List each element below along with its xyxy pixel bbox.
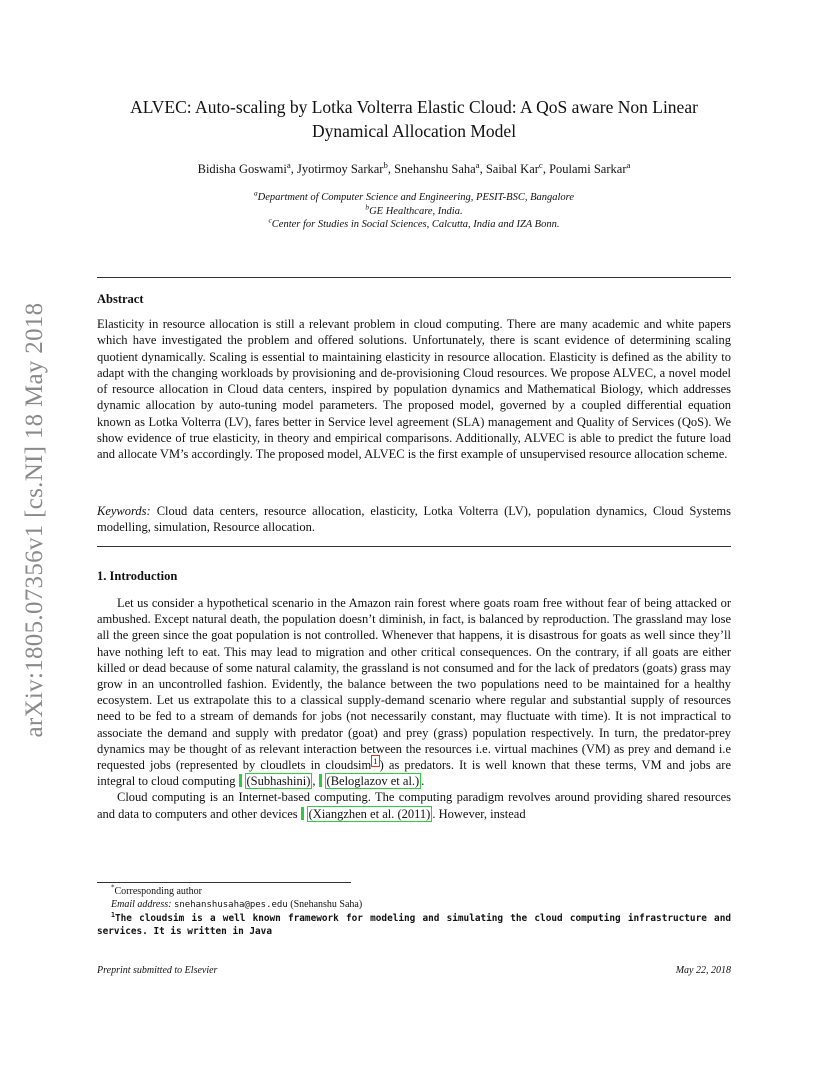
affiliation: $^c$Center for Studies in Social Sciences, Calcutta, India and IZA Bonn. [268, 215, 560, 230]
date-note: May 22, 2018 [675, 965, 731, 976]
footnotes [97, 885, 731, 938]
corresponding-author-note: *Corresponding author [111, 883, 202, 897]
author: Jyotirmoy Sarkar$^b$ [297, 159, 388, 176]
keywords-label: Keywords: [97, 504, 151, 518]
citation-marker [239, 774, 242, 787]
author: Poulami Sarkar$^a$ [549, 159, 631, 176]
author-list: Bidisha Goswami$^a$, Jyotirmoy Sarkar$^b$, Snehanshu Saha$^a$, Saibal Kar$^c$, Poulami Sarkar$^a$ [197, 159, 631, 176]
paragraph: Cloud computing is an Internet-based computing. The computing paradigm revolves around providing shared resources and data to computers and other devices (Xiangzhen et al. (2011) . However, instead [97, 790, 731, 821]
footnote-link[interactable]: 1 [373, 755, 378, 766]
email-note: Email address: snehanshusaha@pes.edu (Snehanshu Saha) [111, 899, 363, 910]
citation-link-beloglazov[interactable]: (Beloglazov et al.) [326, 774, 420, 789]
affiliations [97, 188, 731, 232]
arxiv-id[interactable]: arXiv:1805.07356v1 [cs.NI] 18 May 2018 [21, 302, 48, 738]
section-heading: 1. Introduction [97, 569, 178, 583]
introduction-body [97, 595, 731, 822]
author: Saibal Kar$^c$ [485, 159, 543, 176]
affiliation: $^a$Department of Computer Science and Engineering, PESIT-BSC, Bangalore [253, 188, 575, 203]
abstract-heading: Abstract [97, 292, 144, 306]
author: Bidisha Goswami$^a$ [197, 159, 291, 176]
keywords-text: Cloud data centers, resource allocation, elasticity, Lotka Volterra (LV), population dynamics, Cloud Systems modelling, simulation, Resource allocation. [97, 504, 731, 535]
affiliation: $^b$GE Healthcare, India. [365, 202, 463, 217]
preprint-note: Preprint submitted to Elsevier [97, 965, 218, 976]
paper-title: ALVEC: Auto-scaling by Lotka Volterra Elastic Cloud: A QoS aware Non Linear Dynamical Allocation Model [130, 97, 698, 141]
citation-marker [319, 774, 322, 787]
citation-link-xiangzhen[interactable]: (Xiangzhen et al. (2011) [308, 806, 431, 821]
footnote-rule [97, 882, 351, 883]
abstract-bottom-rule [97, 546, 731, 547]
abstract-top-rule [97, 277, 731, 278]
paragraph: Let us consider a hypothetical scenario in the Amazon rain forest where goats roam free without fear of being attacked or ambushed. Except natural death, the population doesn’t diminish, in fact, is balanced by reproduction. The grassland may lose all the green since the goat population is not controlled. Whenever that happens, it is disastrous for goats as well since they’ll have nothing left to eat. This may lead to migration and other critical consequences. On the contrary, if all goats are either killed or dead because of some natural calamity, the grassland is not consumed and for the lack of predators (goats) grass may grow in an uncontrolled fashion. Evidently, the balance between the two populations need to be maintained for a healthy ecosystem. Let us extrapolate this to a classical supply-demand scenario where regular and substantial supply of resources need to be fed to a stream of demands for jobs (not necessarily constant, may fluctuate with time). It is not impractical to associate the demand and supply with predator (goat) and prey (grass) population respectively. In turn, the predator-prey dynamics may be thought of as relevant interaction between the resources i.e. virtual machines (VM) as prey and demand i.e requested jobs (represented by cloudlets in cloudsim $^1$ ) as predators. It is well known that these terms, VM and jobs are integral to cloud computing (Subhashini) , (Beloglazov et al.) . [97, 596, 731, 789]
citation-link-subhashini[interactable]: (Subhashini) [246, 774, 311, 789]
email-link[interactable]: snehanshusaha@pes.edu [173, 900, 288, 910]
author: Snehanshu Saha$^a$ [394, 159, 480, 176]
keywords [97, 503, 731, 536]
abstract-text: Elasticity in resource allocation is still a relevant problem in cloud computing. There are many academic and white papers which have investigated the problem and offered solutions. Unfortunately, there is scant evidence of determining scaling quotient dynamically. Scaling is essential to maintaining elasticity in resource allocation. Elasticity is defined as the ability to adapt with the changing workloads by provisioning and de-provisioning Cloud resources. We propose ALVEC, a novel model of resource allocation in Cloud data centers, inspired by population dynamics and Mathematical Biology, which addresses dynamic allocation by auto-tuning model parameters. The proposed model, governed by a coupled differential equation known as Lotka Volterra (LV), fares better in Service level agreement (SLA) management and Quality of Services (QoS). We show evidence of true elasticity, in theory and empirical comparisons. Additionally, ALVEC is able to predict the future load and allocate VM’s accordingly. The proposed model, ALVEC is the first example of unsupervised resource allocation scheme. [97, 317, 731, 462]
arxiv-sidebar-stamp [10, 300, 60, 740]
citation-marker [301, 807, 304, 820]
footnote-1: $^1$The cloudsim is a well known framework for modeling and simulating the cloud computing infrastructure and services. It is written in Java [97, 910, 731, 937]
